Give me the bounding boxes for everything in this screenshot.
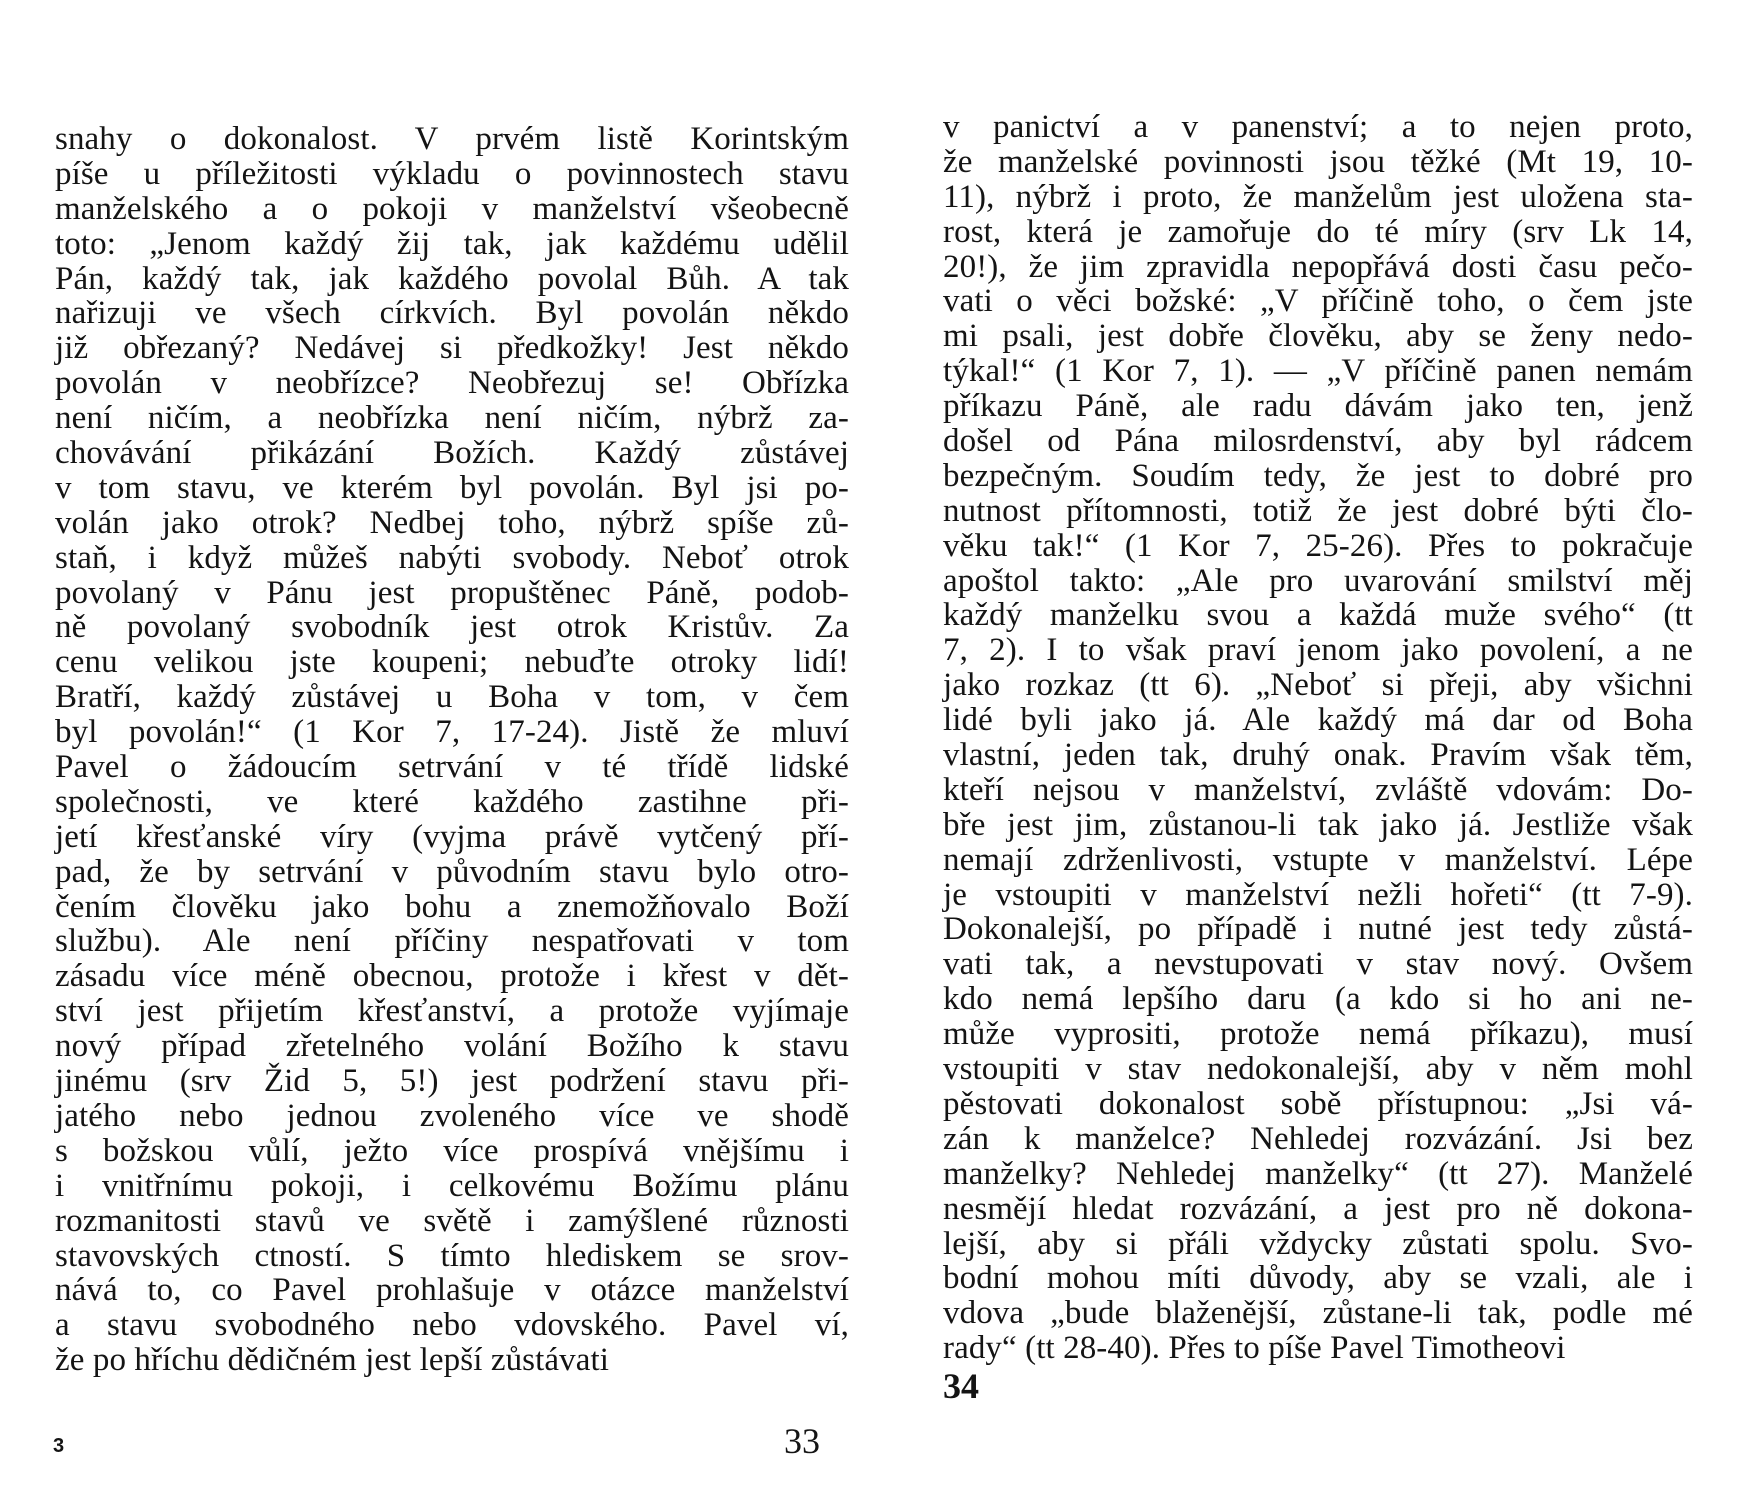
text-line: není ničím, a neobřízka není ničím, nýbrž za- bbox=[55, 400, 849, 437]
text-line: ství jest přijetím křesťanství, a protože vyjímaje bbox=[55, 993, 849, 1030]
text-line: kdo nemá lepšího daru (a kdo si ho ani ne- bbox=[943, 981, 1693, 1018]
text-line: toto: „Jenom každý žij tak, jak každému udělil bbox=[55, 225, 849, 262]
text-line: službu). Ale není příčiny nespatřovati v tom bbox=[55, 923, 849, 960]
text-line: píše u příležitosti výkladu o povinnostech stavu bbox=[55, 155, 849, 192]
text-line: cenu velikou jste koupeni; nebuďte otroky lidí! bbox=[55, 644, 849, 681]
text-line: stavovských ctností. S tímto hlediskem se srov- bbox=[55, 1237, 849, 1274]
text-line: zásadu více méně obecnou, protože i křest v dět- bbox=[55, 958, 849, 995]
text-line: již obřezaný? Nedávej si předkožky! Jest někdo bbox=[55, 330, 849, 367]
text-line: vati o věci božské: „V příčině toho, o čem jste bbox=[943, 283, 1693, 320]
text-line: Pán, každý tak, jak každého povolal Bůh. A tak bbox=[55, 260, 849, 297]
text-line: ně povolaný svobodník jest otrok Kristův. Za bbox=[55, 609, 849, 646]
text-line: jetí křesťanské víry (vyjma právě vytčený pří- bbox=[55, 818, 849, 855]
text-line: může vyprositi, protože nemá příkazu), musí bbox=[943, 1016, 1693, 1053]
text-line: vlastní, jeden tak, druhý onak. Pravím však těm, bbox=[943, 737, 1693, 774]
text-line: každý manželku svou a každá muže svého“ (tt bbox=[943, 597, 1693, 634]
text-line: rost, která je zamořuje do té míry (srv Lk 14, bbox=[943, 213, 1693, 250]
text-line: v tom stavu, ve kterém byl povolán. Byl jsi po- bbox=[55, 469, 849, 506]
text-line: 20!), že jim zpravidla nepopřává dosti času pečo- bbox=[943, 248, 1693, 285]
text-line: pad, že by setrvání v původním stavu bylo otro- bbox=[55, 853, 849, 890]
text-line: nemají zdrženlivosti, vstupte v manželství. Lépe bbox=[943, 841, 1693, 878]
text-line: apoštol takto: „Ale pro uvarování smilství měj bbox=[943, 562, 1693, 599]
text-line: vati tak, a nevstupovati v stav nový. Ovšem bbox=[943, 946, 1693, 983]
text-line: nává to, co Pavel prohlašuje v otázce manželství bbox=[55, 1272, 849, 1309]
text-line: rozmanitosti stavů ve světě i zamýšlené různosti bbox=[55, 1202, 849, 1239]
text-line: pěstovati dokonalost sobě přístupnou: „Jsi vá- bbox=[943, 1085, 1693, 1122]
left-page-number: 33 bbox=[784, 1421, 820, 1461]
text-line: byl povolán!“ (1 Kor 7, 17-24). Jistě že mluví bbox=[55, 714, 849, 751]
text-line: kteří nejsou v manželství, zvláště vdovám: Do- bbox=[943, 771, 1693, 808]
text-line: volán jako otrok? Nedbej toho, nýbrž spíše zů- bbox=[55, 504, 849, 541]
text-line: vstoupiti v stav nedokonalejší, aby v něm mohl bbox=[943, 1051, 1693, 1088]
text-line: bezpečným. Soudím tedy, že jest to dobré pro bbox=[943, 457, 1693, 494]
text-line: nutnost přítomnosti, totiž že jest dobré býti člo- bbox=[943, 492, 1693, 529]
text-line: nesmějí hledat rozvázání, a jest pro ně dokona- bbox=[943, 1190, 1693, 1227]
text-line: manželky? Nehledej manželky“ (tt 27). Manželé bbox=[943, 1155, 1693, 1192]
text-line: povolán v neobřízce? Neobřezuj se! Obřízka bbox=[55, 365, 849, 402]
text-line: Bratří, každý zůstávej u Boha v tom, v čem bbox=[55, 679, 849, 716]
right-page-text bbox=[943, 110, 1693, 1366]
text-line: čením člověku jako bohu a znemožňovalo Boží bbox=[55, 888, 849, 925]
text-line: manželského a o pokoji v manželství všeobecně bbox=[55, 190, 849, 227]
signature-mark: 3 bbox=[53, 1435, 65, 1457]
text-line: že po hříchu dědičném jest lepší zůstávati bbox=[55, 1342, 610, 1379]
right-page bbox=[871, 0, 1742, 1500]
right-page-number: 34 bbox=[943, 1366, 979, 1406]
text-line: v panictví a v panenství; a to nejen proto, bbox=[943, 109, 1693, 145]
text-line: Pavel o žádoucím setrvání v té třídě lidské bbox=[55, 749, 849, 786]
text-line: došel od Pána milosrdenství, aby byl rádcem bbox=[943, 423, 1693, 460]
text-line: bodní mohou míti důvody, aby se vzali, ale i bbox=[943, 1260, 1693, 1297]
text-line: jatého nebo jednou zvoleného více ve shodě bbox=[55, 1097, 849, 1134]
text-line: chovávání přikázání Božích. Každý zůstávej bbox=[55, 435, 849, 472]
text-line: nařizuji ve všech církvích. Byl povolán někdo bbox=[55, 295, 849, 332]
text-line: věku tak!“ (1 Kor 7, 25-26). Přes to pokračuje bbox=[943, 527, 1693, 564]
text-line: jako rozkaz (tt 6). „Neboť si přeji, aby všichni bbox=[943, 667, 1693, 704]
text-line: zán k manželce? Nehledej rozvázání. Jsi bez bbox=[943, 1120, 1693, 1157]
text-line: a stavu svobodného nebo vdovského. Pavel ví, bbox=[55, 1307, 849, 1344]
text-line: nový případ zřetelného volání Božího k stavu bbox=[55, 1028, 849, 1065]
text-line: Dokonalejší, po případě i nutné jest tedy zůstá- bbox=[943, 911, 1693, 948]
text-line: lidé byli jako já. Ale každý má dar od Boha bbox=[943, 702, 1693, 739]
text-line: vdova „bude blaženější, zůstane-li tak, podle mé bbox=[943, 1295, 1693, 1332]
text-line: povolaný v Pánu jest propuštěnec Páně, podob- bbox=[55, 574, 849, 611]
text-line: týkal!“ (1 Kor 7, 1). — „V příčině panen nemám bbox=[943, 353, 1693, 390]
text-line: je vstoupiti v manželství nežli hořeti“ (tt 7-9). bbox=[943, 876, 1693, 913]
left-page-text bbox=[55, 122, 849, 1378]
text-line: mi psali, jest dobře člověku, aby se ženy nedo- bbox=[943, 318, 1693, 355]
text-line: snahy o dokonalost. V prvém listě Korintským bbox=[55, 121, 849, 157]
text-line: rady“ (tt 28-40). Přes to píše Pavel Timotheovi bbox=[943, 1330, 1566, 1367]
text-line: bře jest jim, zůstanou-li tak jako já. Jestliže však bbox=[943, 806, 1693, 843]
text-line: příkazu Páně, ale radu dávám jako ten, jenž bbox=[943, 388, 1693, 425]
text-line: lejší, aby si přáli vždycky zůstati spolu. Svo- bbox=[943, 1225, 1693, 1262]
text-line: jinému (srv Žid 5, 5!) jest podržení stavu při- bbox=[55, 1063, 849, 1100]
text-line: staň, i když můžeš nabýti svobody. Neboť otrok bbox=[55, 539, 849, 576]
text-line: 11), nýbrž i proto, že manželům jest uložena sta- bbox=[943, 178, 1693, 215]
text-line: společnosti, ve které každého zastihne při- bbox=[55, 783, 849, 820]
text-line: i vnitřnímu pokoji, i celkovému Božímu plánu bbox=[55, 1167, 849, 1204]
text-line: s božskou vůlí, ježto více prospívá vnějšímu i bbox=[55, 1132, 849, 1169]
text-line: 7, 2). I to však praví jenom jako povolení, a ne bbox=[943, 632, 1693, 669]
text-line: že manželské povinnosti jsou těžké (Mt 19, 10- bbox=[943, 143, 1693, 180]
